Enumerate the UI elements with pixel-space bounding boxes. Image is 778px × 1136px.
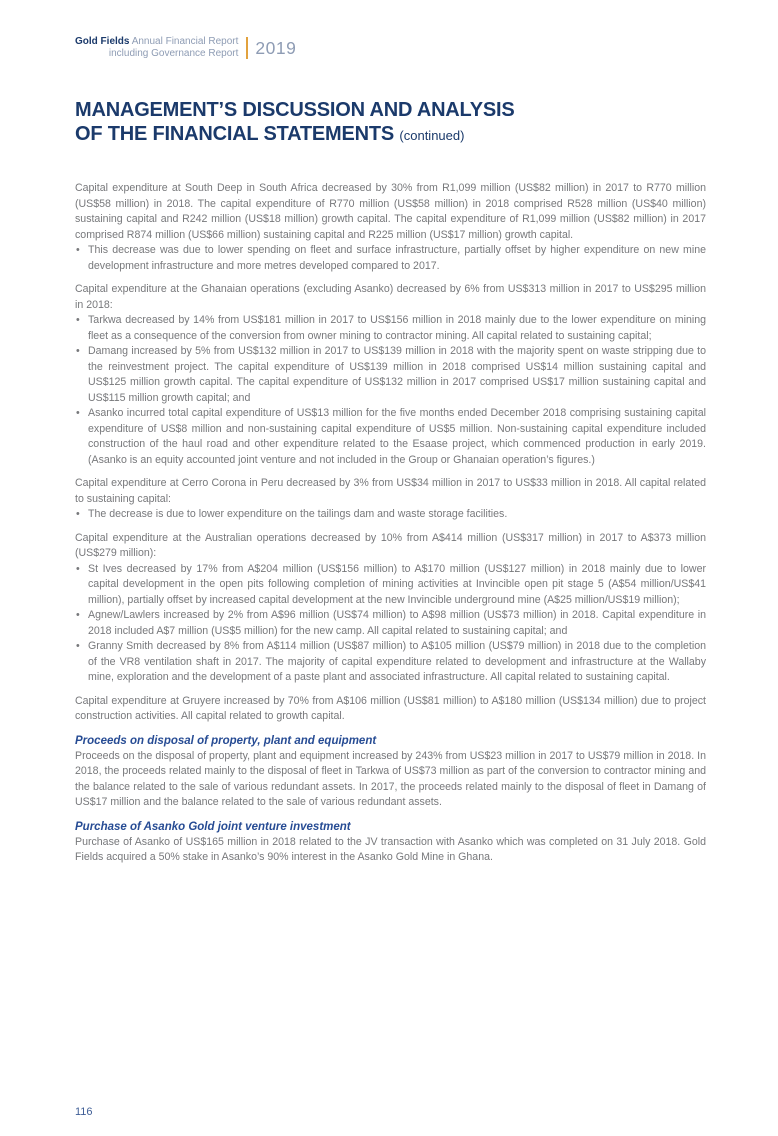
section-cerro-corona [75,476,706,523]
page-title-line-2 [75,122,706,148]
section-australia [75,531,706,686]
report-year: 2019 [255,38,297,58]
page-title-line-1: MANAGEMENT’S DISCUSSION AND ANALYSIS [75,99,515,121]
brand-name: Gold Fields [75,36,130,47]
paragraph-cerro-corona: Capital expenditure at Cerro Corona in Peru decreased by 3% from US$34 million in 2017 to US$33 million in 2018. All capital related to sustaining capital: [75,477,706,505]
paragraph-australia: Capital expenditure at the Australian operations decreased by 10% from A$414 million (US$317 million) in 2017 to A$373 million (US$279 million): [75,531,706,559]
report-page [0,36,778,866]
bullet-item-asanko: • Asanko incurred total capital expenditure of US$13 million for the five months ended December 2018 comprising sustaining capital expenditure of US$8 million and non-sustaining capital expenditure of US$5 million. Non-sustaining capital expenditure included construction of the haul road and other expenditure related to the Esaase project, which commenced production in early 2019. (Asanko is an equity accounted joint venture and not included in the Group or Ghanaian operation’s figures.) [75,406,706,468]
bullet-list-ghana [75,313,706,468]
section-south-deep [75,181,706,274]
section-asanko-purchase [75,819,706,866]
bullet-item-st-ives: • St Ives decreased by 17% from A$204 million (US$156 million) to A$170 million (US$127 million) in 2018 mainly due to lower capital development in the open pits following completion of mining activities at Invincible open pit stage 5 (A$54 million/US$41 million), partially offset by increased capital development at the new Invincible underground mine (A$25 million/US$19 million); [75,562,706,609]
paragraph-proceeds-disposal: Proceeds on the disposal of property, plant and equipment increased by 243% from US$23 million in 2017 to US$79 million in 2018. In 2018, the proceeds related mainly to the disposal of fleet in Tarkwa of US$73 million as part of the conversion to contractor mining and the balance related to the sale of various redundant assets. In 2017, the proceeds related mainly to the disposal of fleet in Damang of US$17 million and the balance related to the sale of various redundant assets. [75,749,706,808]
bullet-item-damang: • Damang increased by 5% from US$132 million in 2017 to US$139 million in 2018 with the majority spent on waste stripping due to the reinvestment project. The capital expenditure of US$139 million in 2018 comprised US$14 million sustaining capital and US$125 million growth capital. The capital expenditure of US$132 million in 2017 comprised US$17 million sustaining capital and US$115 million growth capital; and [75,344,706,406]
bullet-list-cerro-corona [75,507,706,523]
page-title-continued: (continued) [399,128,465,143]
bullet-item: • The decrease is due to lower expenditure on the tailings dam and waste storage facilities. [75,507,706,523]
bullet-item-tarkwa: • Tarkwa decreased by 14% from US$181 million in 2017 to US$156 million in 2018 mainly due to the lower expenditure on mining fleet as a consequence of the conversion from owner mining to contractor mining. All capital related to sustaining capital; [75,313,706,344]
report-header [75,36,296,60]
brand-line-2: including Governance Report [108,47,239,59]
bullet-item-granny-smith: • Granny Smith decreased by 8% from A$114 million (US$87 million) to A$105 million (US$79 million) in 2018 due to the completion of the VR8 ventilation shaft in 2017. The majority of capital expenditure related to development and infrastructure at the Wallaby mine, exploration and the development of a paste plant and associated infrastructure. All capital related to sustaining capital. [75,639,706,686]
brand-line-1 [75,36,238,48]
paragraph-south-deep: Capital expenditure at South Deep in South Africa decreased by 30% from R1,099 million (US$82 million) in 2017 to R770 million (US$58 million) in 2018. The capital expenditure of R770 million (US$58 million) in 2018 comprised R528 million (US$40 million) sustaining capital and R242 million (US$18 million) growth capital. The capital expenditure of R1,099 million (US$82 million) in 2017 comprised R874 million (US$66 million) sustaining capital and R225 million (US$17 million) growth capital. [75,182,706,241]
subheading-asanko-purchase: Purchase of Asanko Gold joint venture investment [75,820,351,833]
page-title-line-2-text: OF THE FINANCIAL STATEMENTS [75,123,395,145]
paragraph-asanko-purchase: Purchase of Asanko of US$165 million in 2018 related to the JV transaction with Asanko which was completed on 31 July 2018. Gold Fields acquired a 50% stake in Asanko’s 90% interest in the Asanko Gold Mine in Ghana. [75,835,706,863]
header-divider [246,37,248,59]
section-ghana [75,282,706,468]
section-proceeds-disposal [75,733,706,811]
brand-report-name: Annual Financial Report [131,36,239,47]
bullet-item-agnew-lawlers: • Agnew/Lawlers increased by 2% from A$96 million (US$74 million) to A$98 million (US$73 million) in 2018. Capital expenditure in 2018 included A$7 million (US$5 million) for the new camp. All capital related to sustaining capital; and [75,608,706,639]
brand-text [75,36,238,60]
page-number: 116 [75,1106,93,1118]
bullet-list-australia [75,562,706,686]
bullet-item: • This decrease was due to lower spending on fleet and surface infrastructure, partially offset by higher expenditure on new mine development infrastructure and more metres developed compared to 2017. [75,243,706,274]
page-title [75,98,706,148]
paragraph-ghana: Capital expenditure at the Ghanaian operations (excluding Asanko) decreased by 6% from US$313 million in 2017 to US$295 million in 2018: [75,283,706,311]
page-body [75,181,706,866]
bullet-list-south-deep [75,243,706,274]
subheading-proceeds-disposal: Proceeds on disposal of property, plant and equipment [75,734,377,747]
paragraph-gruyere: Capital expenditure at Gruyere increased by 70% from A$106 million (US$81 million) to A$180 million (US$134 million) due to project construction activities. All capital related to growth capital. [75,694,706,722]
page-footer [75,1102,93,1120]
section-gruyere [75,694,706,725]
